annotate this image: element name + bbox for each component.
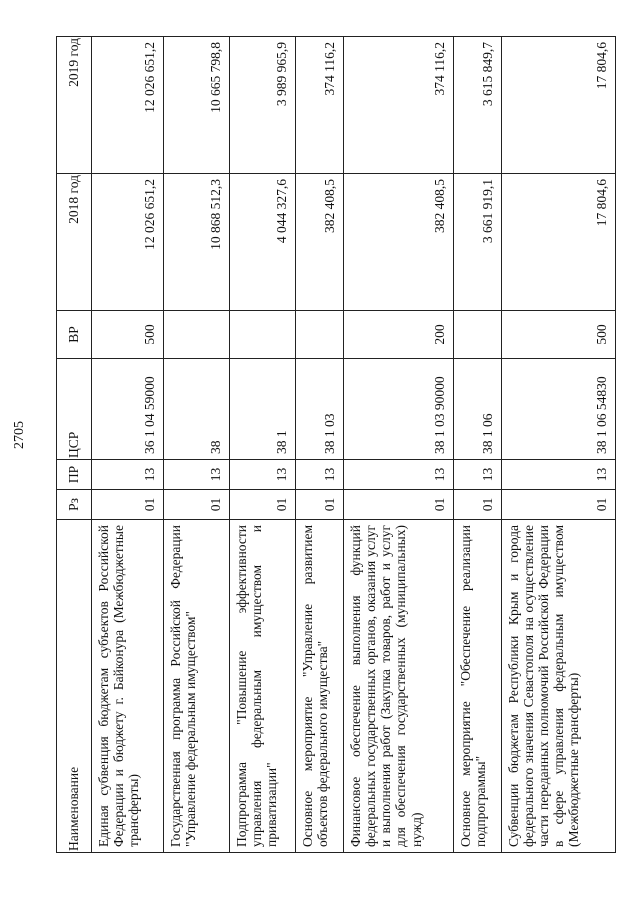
- row-rz: 01: [230, 490, 296, 520]
- row-vr: 500: [92, 311, 164, 359]
- row-csr: 38: [164, 359, 230, 460]
- row-name: Субвенции бюджетам Республики Крым и города федерального значения Севастополя на осуществление части переданных полномочий Российской Федерации в сфере управления федеральным имуществом (Межбюджетные трансферты): [501, 520, 615, 853]
- row-2019: 374 116,2: [295, 37, 343, 174]
- table-row: [230, 37, 296, 853]
- header-rz: Рз: [57, 490, 92, 520]
- row-name: Финансовое обеспечение выполнения функций федеральных государственных органов, оказания услуг и выполнения работ (Закупка товаров, работ и услуг для обеспечения государственных (муниципальных) нужд): [344, 520, 454, 853]
- row-2019: 3 989 965,9: [230, 37, 296, 174]
- row-csr: 38 1 06 54830: [501, 359, 615, 460]
- row-2018: 382 408,5: [344, 174, 454, 311]
- row-2019: 3 615 849,7: [453, 37, 501, 174]
- row-vr: 200: [344, 311, 454, 359]
- row-2019: 17 804,6: [501, 37, 615, 174]
- row-2018: 382 408,5: [295, 174, 343, 311]
- header-2019: 2019 год: [57, 37, 92, 174]
- row-csr: 38 1 03 90000: [344, 359, 454, 460]
- row-csr: 38 1 06: [453, 359, 501, 460]
- row-pr: 13: [501, 460, 615, 490]
- row-2019: 374 116,2: [344, 37, 454, 174]
- row-name: Единая субвенция бюджетам субъектов Российской Федерации и бюджету г. Байконура (Межбюджетные трансферты): [92, 520, 164, 853]
- row-2018: 10 868 512,3: [164, 174, 230, 311]
- row-2018: 3 661 919,1: [453, 174, 501, 311]
- row-name: Государственная программа Российской Федерации "Управление федеральным имуществом": [164, 520, 230, 853]
- table-row: [92, 37, 164, 853]
- row-2018: 4 044 327,6: [230, 174, 296, 311]
- rotated-table-sheet: [56, 38, 616, 853]
- header-pr: ПР: [57, 460, 92, 490]
- row-pr: 13: [344, 460, 454, 490]
- row-name: Основное мероприятие "Обеспечение реализации подпрограммы": [453, 520, 501, 853]
- header-vr: ВР: [57, 311, 92, 359]
- row-rz: 01: [295, 490, 343, 520]
- row-2018: 17 804,6: [501, 174, 615, 311]
- table-header-row: [57, 37, 92, 853]
- page-number: 2705: [12, 421, 27, 449]
- row-csr: 38 1 03: [295, 359, 343, 460]
- row-vr: 500: [501, 311, 615, 359]
- row-vr: [295, 311, 343, 359]
- row-vr: [453, 311, 501, 359]
- row-rz: 01: [344, 490, 454, 520]
- row-2019: 10 665 798,8: [164, 37, 230, 174]
- header-csr: ЦСР: [57, 359, 92, 460]
- row-pr: 13: [230, 460, 296, 490]
- row-rz: 01: [501, 490, 615, 520]
- row-name: Подпрограмма "Повышение эффективности управления федеральным имуществом и приватизации": [230, 520, 296, 853]
- table-row: [295, 37, 343, 853]
- row-csr: 36 1 04 59000: [92, 359, 164, 460]
- row-rz: 01: [453, 490, 501, 520]
- row-csr: 38 1: [230, 359, 296, 460]
- budget-table: [56, 36, 616, 853]
- table-row: [501, 37, 615, 853]
- row-2019: 12 026 651,2: [92, 37, 164, 174]
- row-vr: [230, 311, 296, 359]
- row-pr: 13: [92, 460, 164, 490]
- row-vr: [164, 311, 230, 359]
- table-row: [344, 37, 454, 853]
- row-pr: 13: [164, 460, 230, 490]
- row-rz: 01: [164, 490, 230, 520]
- table-row: [453, 37, 501, 853]
- row-pr: 13: [453, 460, 501, 490]
- row-rz: 01: [92, 490, 164, 520]
- header-2018: 2018 год: [57, 174, 92, 311]
- row-pr: 13: [295, 460, 343, 490]
- table-row: [164, 37, 230, 853]
- header-name: Наименование: [57, 520, 92, 853]
- row-2018: 12 026 651,2: [92, 174, 164, 311]
- row-name: Основное мероприятие "Управление развитием объектов федерального имущества": [295, 520, 343, 853]
